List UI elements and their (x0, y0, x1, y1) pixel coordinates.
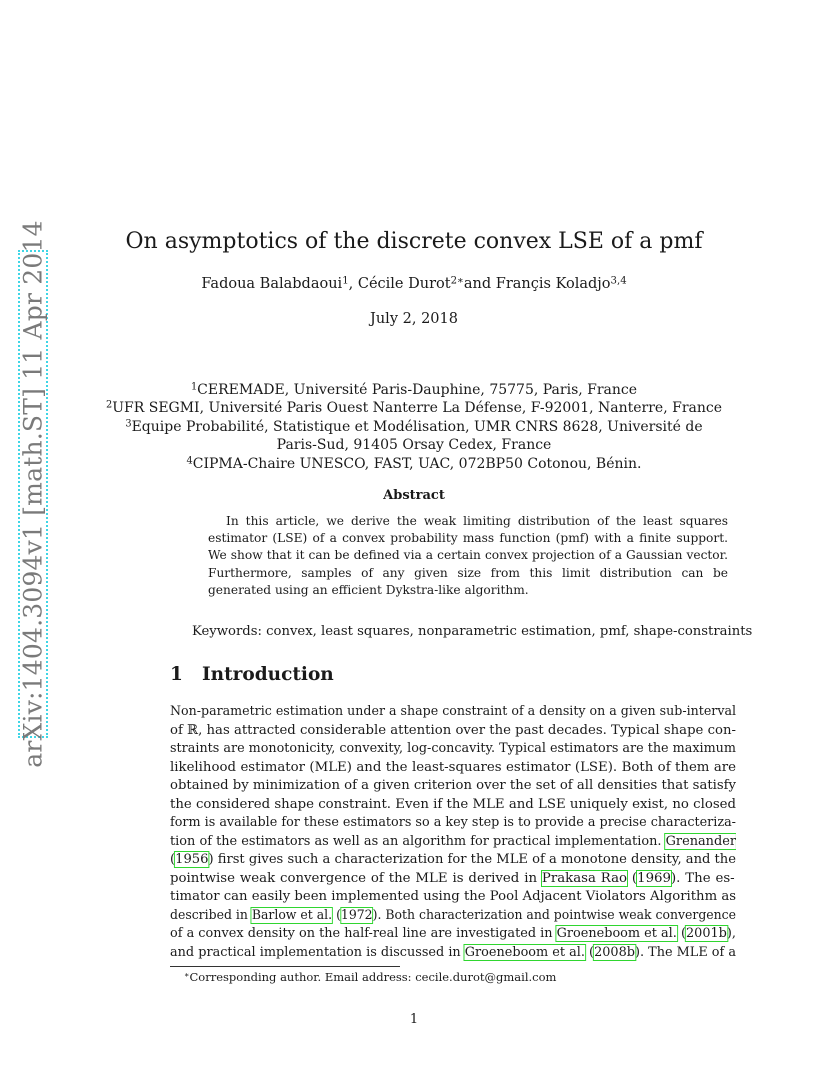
abstract-heading: Abstract (383, 488, 445, 503)
body-text-run: described in (170, 907, 252, 923)
body-line (170, 888, 736, 907)
body-text-run: ( (627, 870, 638, 886)
footnote-rule (170, 966, 400, 967)
body-text-run: ( (584, 944, 595, 960)
body-line (170, 796, 736, 815)
abstract-text (208, 513, 728, 599)
citation-link[interactable]: Groeneboom et al. (464, 944, 585, 960)
body-text-run: likelihood estimator (MLE) and the least-squares estimator (LSE). Both of them are (170, 759, 736, 775)
affiliation-mark: 3 (125, 418, 132, 430)
affiliation-text: UFR SEGMI, Université Paris Ouest Nanterre La Défense, F-92001, Nanterre, France (112, 400, 723, 416)
author-name: Françis Koladjo (495, 276, 611, 292)
body-text-run: ). Both characterization and pointwise weak convergence (372, 907, 736, 923)
body-text-run: form is available for these estimators so a key step is to provide a precise characteriza- (170, 815, 736, 830)
affiliation (0, 400, 828, 416)
body-text-run: ( (170, 852, 176, 867)
footnote-text: Corresponding author. Email address: cecile.durot@gmail.com (189, 970, 557, 984)
citation-link[interactable]: 2001b (685, 926, 727, 941)
author-separator: , (348, 276, 358, 292)
section-heading (170, 664, 334, 685)
citation-link[interactable]: 1969 (637, 870, 671, 886)
affiliation-mark: 2 (105, 399, 113, 411)
body-line (170, 870, 736, 889)
body-text-run: ( (332, 907, 341, 923)
citation-link[interactable]: Grenander (665, 833, 736, 849)
body-line (170, 740, 736, 759)
page-number: 1 (409, 1012, 419, 1027)
body-text-run: ). The es- (670, 870, 735, 886)
body-text-run: ( (676, 926, 686, 941)
body-text-run: ). The MLE of a (634, 944, 736, 960)
author-affil-mark: 3,4 (610, 275, 627, 287)
affiliation (0, 419, 828, 435)
section-number: 1 (170, 664, 183, 685)
body-line (170, 925, 736, 944)
affiliation-mark: 4 (186, 455, 193, 467)
citation-link[interactable]: 2008b (594, 944, 635, 960)
body-text-run: obtained by minimization of a given criterion over the set of all densities that satisfy (170, 778, 736, 793)
body-line (170, 814, 736, 833)
author-separator: and (463, 276, 496, 292)
footnote (184, 970, 556, 984)
affiliation (0, 437, 828, 453)
arxiv-identifier[interactable]: arXiv:1404.3094v1 [math.ST] 11 Apr 2014 (18, 220, 48, 768)
affiliation (0, 382, 828, 398)
affiliation-text: CIPMA-Chaire UNESCO, FAST, UAC, 072BP50 Cotonou, Bénin. (192, 456, 642, 472)
author-affil-mark: 1 (342, 275, 349, 287)
body-text-run: Non-parametric estimation under a shape constraint of a density on a given sub-interval (170, 704, 736, 719)
body-text-run: ), (726, 926, 736, 941)
body-text-run: pointwise weak convergence of the MLE is derived in (170, 870, 542, 886)
citation-link[interactable]: 1972 (340, 907, 373, 923)
author-name: Cécile Durot (357, 276, 451, 292)
paper-date: July 2, 2018 (370, 311, 458, 327)
citation-link[interactable]: Barlow et al. (251, 907, 333, 923)
citation-link[interactable]: Groeneboom et al. (556, 926, 677, 941)
body-line (170, 944, 736, 963)
citation-link[interactable]: Prakasa Rao (541, 870, 628, 886)
citation-link[interactable]: 1956 (175, 852, 209, 867)
affiliation-text: Paris-Sud, 91405 Orsay Cedex, France (276, 437, 552, 453)
author-list (0, 276, 828, 292)
body-line (170, 777, 736, 796)
body-text-run: the considered shape constraint. Even if the MLE and LSE uniquely exist, no closed (170, 796, 736, 812)
affiliation-text: Equipe Probabilité, Statistique et Modélisation, UMR CNRS 8628, Université de (131, 419, 703, 435)
body-text-run: and practical implementation is discussed in (170, 944, 465, 960)
body-text-run: ) first gives such a characterization for the MLE of a monotone density, and the (208, 852, 736, 867)
author-name: Fadoua Balabdaoui (201, 276, 343, 292)
abstract-body: In this article, we derive the weak limiting distribution of the least squares estimator (LSE) of a convex probability mass function (pmf) with a finite support. We show that it can be defined via a certain convex projection of a Gaussian vector. Furthermore, samples of any given size from this limit distribution can be generated using an efficient Dykstra-like algorithm. (208, 514, 728, 597)
body-text-run: timator can easily been implemented using the Pool Adjacent Violators Algorithm as (170, 889, 736, 904)
body-line (170, 907, 736, 926)
body-text-run: straints are monotonicity, convexity, log-concavity. Typical estimators are the maximum (170, 741, 736, 756)
affiliation-text: CEREMADE, Université Paris-Dauphine, 75775, Paris, France (197, 382, 638, 398)
body-text-run: of ℝ, has attracted considerable attention over the past decades. Typical shape con- (170, 722, 736, 738)
affiliation (0, 456, 828, 472)
body-line (170, 851, 736, 870)
intro-paragraph (170, 703, 736, 962)
author-affil-mark: 2∗ (450, 275, 464, 287)
body-line (170, 703, 736, 722)
body-line (170, 833, 736, 852)
body-text-run: tion of the estimators as well as an algorithm for practical implementation. (170, 833, 666, 849)
affiliation-mark: 1 (190, 381, 198, 393)
paper-title: On asymptotics of the discrete convex LSE of a pmf (125, 229, 703, 254)
footnote-mark: ∗ (184, 970, 190, 980)
body-line (170, 722, 736, 741)
body-line (170, 759, 736, 778)
body-text-run: of a convex density on the half-real line are investigated in (170, 926, 557, 941)
keywords: Keywords: convex, least squares, nonparametric estimation, pmf, shape-constraints (192, 624, 753, 639)
section-title: Introduction (202, 664, 334, 685)
